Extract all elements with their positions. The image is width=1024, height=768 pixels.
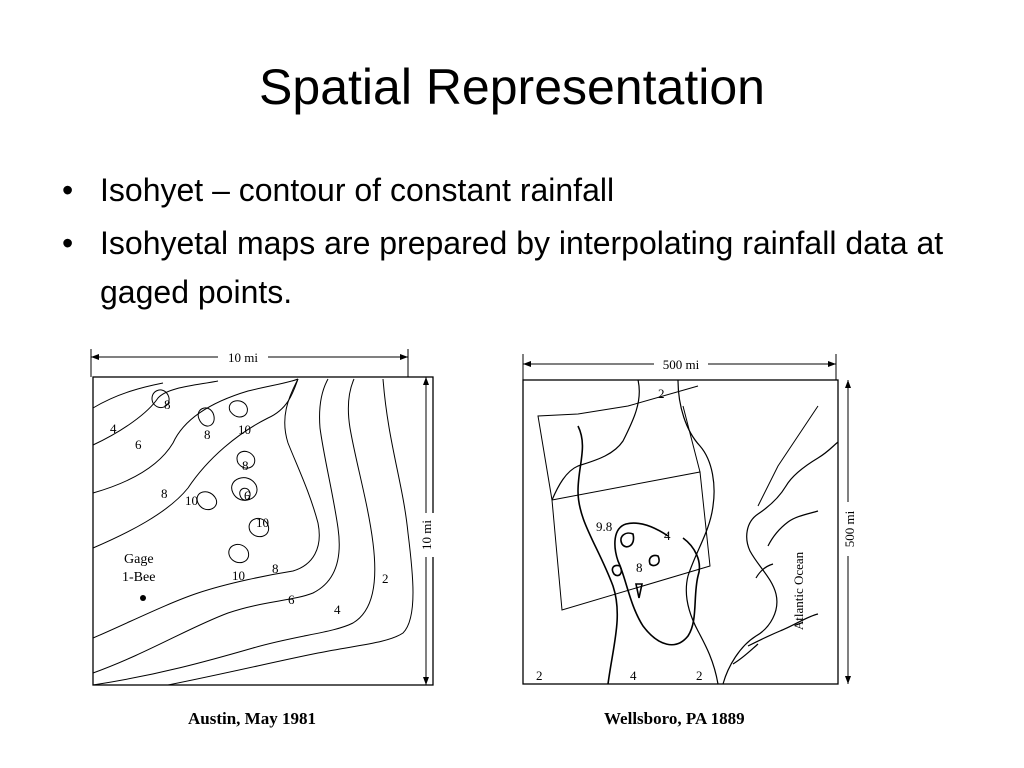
contour-label: 9.8: [596, 519, 613, 534]
arrowhead-icon: [423, 377, 429, 385]
ocean-label: Atlantic Ocean: [791, 551, 806, 631]
contour-label: 2: [696, 668, 703, 683]
contour-label: 6: [288, 592, 295, 607]
arrowhead-icon: [400, 354, 408, 360]
slide-title: Spatial Representation: [259, 59, 765, 115]
contour-label: 10: [185, 493, 198, 508]
gage-marker-icon: [140, 595, 146, 601]
contour-label: 2: [536, 668, 543, 683]
contour-label: 2: [658, 386, 665, 401]
austin-caption: Austin, May 1981: [188, 709, 316, 728]
height-label: 500 mi: [842, 510, 857, 548]
bullet-list: [62, 166, 962, 321]
contour-label: 8: [164, 397, 171, 412]
contour-label: 4: [110, 421, 117, 436]
wellsboro-caption: Wellsboro, PA 1889: [604, 709, 745, 728]
contour-label: 8: [272, 561, 279, 576]
contour-label: 2: [382, 571, 389, 586]
contour-label: 6: [244, 488, 251, 503]
width-label: 10 mi: [228, 350, 258, 365]
arrowhead-icon: [423, 677, 429, 685]
gage-label: Gage: [124, 552, 154, 567]
contour-label: 8: [161, 486, 168, 501]
contour-label: 4: [334, 602, 341, 617]
state-boundaries: [538, 386, 818, 610]
map-frame: [93, 377, 433, 685]
map-frame: [523, 380, 838, 684]
bullet-icon: •: [62, 225, 74, 261]
bullet-item: [62, 219, 962, 317]
austin-map-drawing: [88, 343, 444, 693]
contour-label: 4: [664, 528, 671, 543]
contour-label: 10: [232, 568, 245, 583]
bullet-text: Isohyetal maps are prepared by interpolating rainfall data at gaged points.: [100, 225, 944, 310]
arrowhead-icon: [91, 354, 99, 360]
bullet-text: Isohyet – contour of constant rainfall: [100, 172, 615, 208]
isohyetal-map-austin: [88, 343, 444, 693]
arrowhead-icon: [828, 361, 836, 367]
isohyet-contours: [93, 379, 413, 685]
contour-label: 4: [630, 668, 637, 683]
contour-label: 8: [636, 560, 643, 575]
contour-label: 8: [204, 427, 211, 442]
arrowhead-icon: [845, 380, 851, 388]
bullet-item: [62, 166, 962, 215]
bullet-icon: •: [62, 172, 74, 208]
contour-label: 6: [135, 437, 142, 452]
gage-label: 1-Bee: [122, 570, 156, 585]
contour-label: 8: [242, 458, 249, 473]
coastline: [552, 380, 838, 684]
arrowhead-icon: [523, 361, 531, 367]
contour-label: 10: [238, 422, 251, 437]
isohyet-contours: [578, 426, 699, 684]
width-label: 500 mi: [662, 357, 700, 372]
contour-label: 10: [256, 515, 269, 530]
arrowhead-icon: [845, 676, 851, 684]
isohyetal-map-wellsboro: [518, 346, 868, 690]
wellsboro-map-drawing: [518, 346, 868, 690]
height-label: 10 mi: [419, 520, 434, 550]
